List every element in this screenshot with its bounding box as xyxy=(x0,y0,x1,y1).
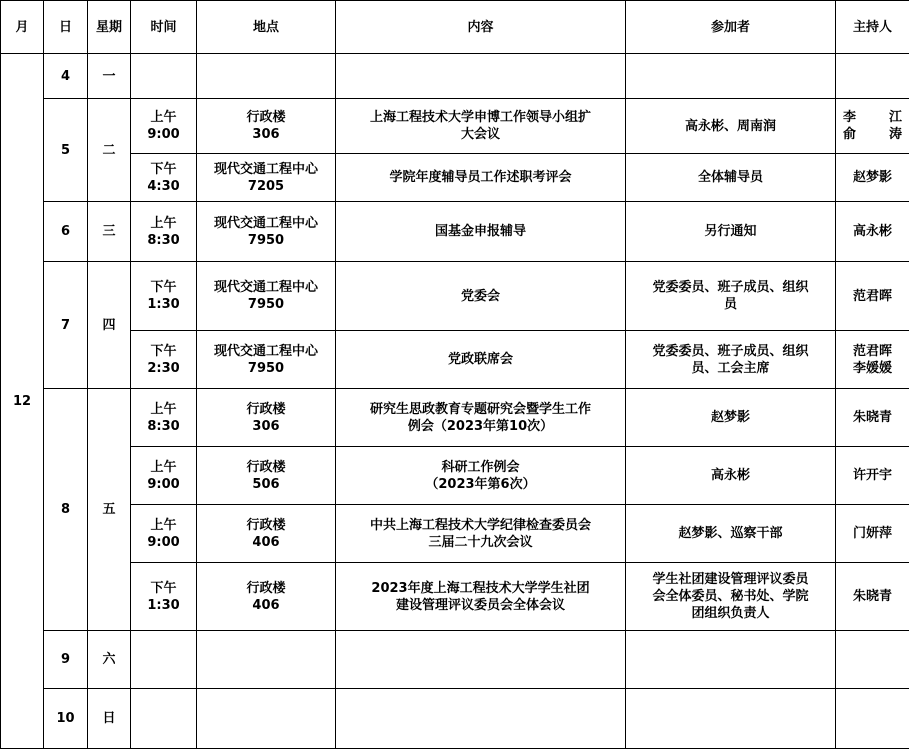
host-line: 范君晖 xyxy=(852,288,892,304)
participants-line: 员 xyxy=(723,297,737,312)
place-cell xyxy=(197,331,336,389)
place-room: 506 xyxy=(252,476,280,492)
table-row xyxy=(1,689,909,749)
time-cell xyxy=(131,563,197,631)
place-cell xyxy=(197,262,336,331)
participants-cell xyxy=(626,447,836,505)
place-name: 行政楼 xyxy=(246,580,286,596)
participants-line: 全体辅导员 xyxy=(697,170,763,185)
place-cell xyxy=(197,689,336,749)
content-cell xyxy=(336,202,626,262)
host-char: 俞 xyxy=(843,127,857,142)
host-cell xyxy=(836,563,909,631)
day-cell: 8 xyxy=(44,389,88,631)
content-line: 国基金申报辅导 xyxy=(434,224,526,239)
host-char: 江 xyxy=(888,110,902,125)
place-cell xyxy=(197,505,336,563)
participants-line: 赵梦影 xyxy=(710,410,750,425)
time-period: 下午 xyxy=(150,161,177,177)
header-month: 月 xyxy=(1,1,44,54)
content-line: 上海工程技术大学申博工作领导小组扩 xyxy=(369,110,591,125)
participants-cell xyxy=(626,202,836,262)
content-line: 科研工作例会 xyxy=(441,459,520,475)
time-clock: 9:00 xyxy=(147,534,180,550)
host-cell xyxy=(836,99,909,154)
weekday-cell: 一 xyxy=(88,54,131,99)
weekday-cell: 五 xyxy=(88,389,131,631)
content-cell xyxy=(336,563,626,631)
time-clock: 2:30 xyxy=(147,360,180,376)
place-cell xyxy=(197,631,336,689)
place-name: 现代交通工程中心 xyxy=(213,280,318,295)
content-cell xyxy=(336,99,626,154)
time-clock: 1:30 xyxy=(147,297,180,312)
host-cell xyxy=(836,689,909,749)
host-cell xyxy=(836,505,909,563)
table-row xyxy=(1,447,909,505)
host-line: 范君晖 xyxy=(852,343,892,359)
participants-line: 另行通知 xyxy=(704,224,757,239)
header-row xyxy=(1,1,909,54)
host-cell xyxy=(836,447,909,505)
time-cell xyxy=(131,389,197,447)
participants-line: 学生社团建设管理评议委员 xyxy=(652,572,809,587)
host-line: 赵梦影 xyxy=(852,170,892,185)
place-room: 7950 xyxy=(247,232,285,248)
content-line: 建设管理评议委员会全体会议 xyxy=(395,597,565,613)
table-row xyxy=(1,631,909,689)
place-cell xyxy=(197,54,336,99)
content-cell xyxy=(336,154,626,202)
time-cell xyxy=(131,331,197,389)
place-name: 现代交通工程中心 xyxy=(213,161,318,177)
content-cell xyxy=(336,631,626,689)
content-line: 学院年度辅导员工作述职考评会 xyxy=(389,170,572,185)
participants-line: 党委委员、班子成员、组织 xyxy=(652,343,809,359)
host-char: 李 xyxy=(843,110,857,125)
place-cell xyxy=(197,154,336,202)
content-line: 大会议 xyxy=(460,127,500,142)
participants-cell xyxy=(626,505,836,563)
host-cell xyxy=(836,154,909,202)
participants-line: 会全体委员、秘书处、学院 xyxy=(652,589,809,604)
place-name: 现代交通工程中心 xyxy=(213,215,318,231)
content-line: 研究生思政教育专题研究会暨学生工作 xyxy=(369,401,591,417)
place-name: 行政楼 xyxy=(246,401,286,417)
place-name: 行政楼 xyxy=(246,110,286,125)
place-cell xyxy=(197,563,336,631)
participants-line: 高永彬 xyxy=(710,468,750,483)
table-row xyxy=(1,262,909,331)
day-cell: 6 xyxy=(44,202,88,262)
header-participants: 参加者 xyxy=(626,1,836,54)
place-room: 7950 xyxy=(247,297,285,312)
time-clock: 8:30 xyxy=(147,418,180,434)
place-room: 406 xyxy=(252,597,280,613)
participants-cell xyxy=(626,631,836,689)
content-line: 党政联席会 xyxy=(447,352,513,367)
content-cell xyxy=(336,689,626,749)
time-period: 下午 xyxy=(150,580,177,596)
host-line: 高永彬 xyxy=(852,224,892,239)
time-cell xyxy=(131,54,197,99)
header-time: 时间 xyxy=(131,1,197,54)
participants-line: 党委委员、班子成员、组织 xyxy=(652,280,809,295)
participants-cell xyxy=(626,262,836,331)
table-row xyxy=(1,54,909,99)
participants-line: 团组织负责人 xyxy=(691,606,770,621)
time-cell xyxy=(131,631,197,689)
participants-cell xyxy=(626,154,836,202)
time-clock: 1:30 xyxy=(147,597,180,613)
time-period: 下午 xyxy=(150,280,177,295)
weekday-cell: 六 xyxy=(88,631,131,689)
content-cell xyxy=(336,447,626,505)
time-clock: 9:00 xyxy=(147,127,180,142)
time-period: 上午 xyxy=(150,401,177,417)
participants-line: 员、工会主席 xyxy=(691,360,770,376)
day-cell: 9 xyxy=(44,631,88,689)
header-content: 内容 xyxy=(336,1,626,54)
place-name: 行政楼 xyxy=(246,517,286,533)
time-clock: 4:30 xyxy=(147,178,180,194)
day-cell: 7 xyxy=(44,262,88,389)
weekday-cell: 二 xyxy=(88,99,131,202)
time-cell xyxy=(131,689,197,749)
content-cell xyxy=(336,331,626,389)
day-cell: 4 xyxy=(44,54,88,99)
host-line xyxy=(839,126,906,143)
table-row xyxy=(1,202,909,262)
time-cell xyxy=(131,505,197,563)
header-day: 日 xyxy=(44,1,88,54)
table-row xyxy=(1,154,909,202)
weekday-cell: 日 xyxy=(88,689,131,749)
place-name: 现代交通工程中心 xyxy=(213,343,318,359)
participants-cell xyxy=(626,331,836,389)
day-cell: 5 xyxy=(44,99,88,202)
place-name: 行政楼 xyxy=(246,459,286,475)
host-line: 朱晓青 xyxy=(852,410,892,425)
place-room: 7950 xyxy=(247,360,285,376)
participants-cell xyxy=(626,563,836,631)
time-cell xyxy=(131,154,197,202)
header-weekday: 星期 xyxy=(88,1,131,54)
participants-line: 高永彬、周南润 xyxy=(684,118,776,134)
month-cell: 12 xyxy=(1,54,44,749)
host-line: 李媛媛 xyxy=(852,360,892,376)
place-cell xyxy=(197,99,336,154)
host-line: 朱晓青 xyxy=(852,589,892,604)
time-cell xyxy=(131,99,197,154)
weekday-cell: 三 xyxy=(88,202,131,262)
content-line: 中共上海工程技术大学纪律检查委员会 xyxy=(369,517,591,533)
participants-cell xyxy=(626,689,836,749)
content-line: （2023年第6次） xyxy=(425,476,536,492)
header-place: 地点 xyxy=(197,1,336,54)
place-room: 406 xyxy=(252,534,280,550)
table-row xyxy=(1,563,909,631)
host-cell xyxy=(836,262,909,331)
table-row xyxy=(1,505,909,563)
content-line: 党委会 xyxy=(460,288,500,304)
time-clock: 8:30 xyxy=(147,232,180,248)
table-row xyxy=(1,99,909,154)
table-row xyxy=(1,389,909,447)
place-cell xyxy=(197,447,336,505)
host-line: 门妍萍 xyxy=(852,526,892,541)
place-room: 306 xyxy=(252,418,280,434)
time-cell xyxy=(131,202,197,262)
participants-cell xyxy=(626,54,836,99)
header-host: 主持人 xyxy=(836,1,909,54)
place-cell xyxy=(197,202,336,262)
time-period: 上午 xyxy=(150,517,177,533)
host-cell xyxy=(836,389,909,447)
time-cell xyxy=(131,447,197,505)
time-period: 上午 xyxy=(150,459,177,475)
content-cell xyxy=(336,389,626,447)
time-period: 上午 xyxy=(150,110,177,125)
participants-line: 赵梦影、巡察干部 xyxy=(678,526,783,541)
content-line: 2023年度上海工程技术大学学生社团 xyxy=(371,580,590,596)
place-room: 7205 xyxy=(247,178,285,194)
host-line xyxy=(839,109,906,126)
weekday-cell: 四 xyxy=(88,262,131,389)
table-row xyxy=(1,331,909,389)
participants-cell xyxy=(626,389,836,447)
time-cell xyxy=(131,262,197,331)
time-period: 下午 xyxy=(150,343,177,359)
content-cell xyxy=(336,54,626,99)
place-cell xyxy=(197,389,336,447)
content-line: 例会（2023年第10次） xyxy=(407,418,554,434)
host-cell xyxy=(836,202,909,262)
time-period: 上午 xyxy=(150,215,177,231)
host-cell xyxy=(836,54,909,99)
content-cell xyxy=(336,505,626,563)
host-char: 涛 xyxy=(888,127,902,142)
place-room: 306 xyxy=(252,127,280,142)
content-line: 三届二十九次会议 xyxy=(428,534,533,550)
day-cell: 10 xyxy=(44,689,88,749)
participants-cell xyxy=(626,99,836,154)
time-clock: 9:00 xyxy=(147,476,180,492)
host-cell xyxy=(836,631,909,689)
content-cell xyxy=(336,262,626,331)
host-line: 许开宇 xyxy=(852,468,892,483)
host-cell xyxy=(836,331,909,389)
